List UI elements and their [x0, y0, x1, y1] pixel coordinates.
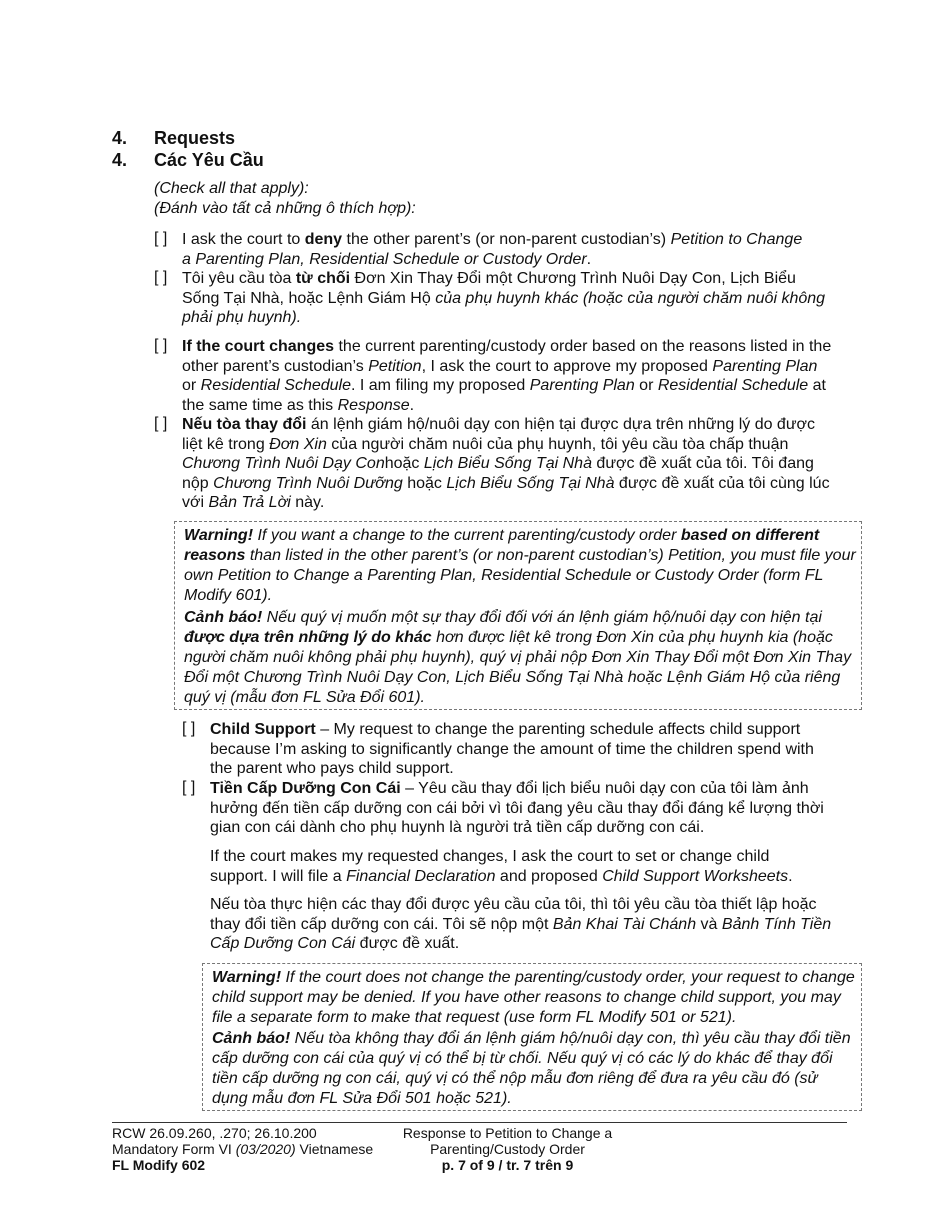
deny-option-vi: Tôi yêu cầu tòa từ chối Đơn Xin Thay Đổi một Chương Trình Nuôi Dạy Con, Lịch Biểu Sống Tại Nhà, hoặc Lệnh Giám Hộ của phụ huynh khác (hoặc của người chăm nuôi không phải phụ huynh).: [182, 270, 826, 327]
footer-rule: [112, 1122, 847, 1123]
section-title-vi: Các Yêu Cầu: [154, 150, 264, 170]
section-number: 4.: [112, 128, 128, 148]
footer-rcw: RCW 26.09.260, .270; 26.10.200: [112, 1125, 317, 1141]
child-support-vi: Tiền Cấp Dưỡng Con Cái – Yêu cầu thay đổi lịch biểu nuôi dạy con của tôi làm ảnh hưởng đến tiền cấp dưỡng con cái bởi vì tôi đang yêu cầu thay đổi đáng kể lượng thời gian con cái dành cho phụ huynh là người trả tiền cấp dưỡng con cái.: [210, 780, 824, 837]
warning-box-change: [174, 521, 862, 710]
footer-form: Mandatory Form VI (03/2020) Vietnamese: [112, 1141, 374, 1157]
child-support-follow-vi: Nếu tòa thực hiện các thay đổi được yêu cầu của tôi, thì tôi yêu cầu tòa thiết lập hoặc thay đổi tiền cấp dưỡng con cái. Tôi sẽ nộp một Bản Khai Tài Chánh và Bảnh Tính Tiền Cấp Dưỡng Con Cái được đề xuất.: [210, 896, 832, 953]
footer-form-code: FL Modify 602: [112, 1157, 206, 1173]
child-support-en: Child Support – My request to change the parenting schedule affects child support because I’m asking to significantly change the amount of time the children spend with the parent who pays child support.: [210, 721, 814, 778]
section-number-vi: 4.: [112, 150, 128, 170]
child-support-follow-en: If the court makes my requested changes, I ask the court to set or change child support. I will file a Financial Declaration and proposed Child Support Worksheets.: [210, 848, 793, 885]
change-checkbox[interactable]: [ ]: [154, 337, 168, 354]
deny-checkbox-vi[interactable]: [ ]: [154, 269, 168, 286]
warning-child-support-vi: Cảnh báo! Nếu tòa không thay đổi án lệnh giám hộ/nuôi dạy con, thì yêu cầu thay đổi tiền cấp dưỡng con cái của quý vị có thể bị từ chối. Nếu quý vị có các lý do khác để thay đổi tiền cấp dưỡng ng con cái, quý vị có thể nộp mẫu đơn riêng để đưa ra yêu cầu đó (sử dụng mẫu đơn FL Sửa Đổi 501 hoặc 521).: [212, 1030, 851, 1107]
deny-checkbox[interactable]: [ ]: [154, 230, 168, 247]
footer-page: p. 7 of 9 / tr. 7 trên 9: [441, 1157, 574, 1173]
footer-left: [112, 1125, 373, 1173]
warning-change-en: Warning! If you want a change to the current parenting/custody order based on different reasons than listed in the other parent’s (or non-parent custodian’s) Petition, you must file your own Petition to Change a Parenting Plan, Residential Schedule or Custody Order (form FL Modify 601).: [184, 527, 856, 604]
deny-option-en: I ask the court to deny the other parent’s (or non-parent custodian’s) Petition to Change a Parenting Plan, Residential Schedule or Custody Order.: [182, 231, 803, 268]
instruction-vi: (Đánh vào tất cả những ô thích hợp):: [154, 200, 416, 217]
footer-title-line2: Parenting/Custody Order: [430, 1141, 585, 1157]
child-support-checkbox-vi[interactable]: [ ]: [182, 779, 196, 796]
footer-center: [380, 1125, 635, 1173]
child-support-checkbox[interactable]: [ ]: [182, 720, 196, 737]
instruction-en: (Check all that apply):: [154, 180, 309, 197]
change-option-vi: Nếu tòa thay đổi án lệnh giám hộ/nuôi dạy con hiện tại được dựa trên những lý do được liệt kê trong Đơn Xin của người chăm nuôi của phụ huynh, tôi yêu cầu tòa chấp thuận Chương Trình Nuôi Dạy Conhoặc Lịch Biểu Sống Tại Nhà được đề xuất của tôi. Tôi đang nộp Chương Trình Nuôi Dưỡng hoặc Lịch Biểu Sống Tại Nhà được đề xuất của tôi cùng lúc với Bản Trả Lời này.: [182, 416, 830, 512]
change-checkbox-vi[interactable]: [ ]: [154, 415, 168, 432]
section-title-en: Requests: [154, 128, 236, 148]
warning-change-vi: Cảnh báo! Nếu quý vị muốn một sự thay đổi đối với án lệnh giám hộ/nuôi dạy con hiện tại được dựa trên những lý do khác hơn được liệt kê trong Đơn Xin của phụ huynh kia (hoặc người chăm nuôi không phải phụ huynh), quý vị phải nộp Đơn Xin Thay Đổi một Đơn Xin Thay Đổi một Chương Trình Nuôi Dạy Con, Lịch Biểu Sống Tại Nhà hoặc Lệnh Giám Hộ của riêng quý vị (mẫu đơn FL Sửa Đổi 601).: [184, 609, 852, 706]
change-option-en: If the court changes the current parenting/custody order based on the reasons listed in the other parent’s custodian’s Petition, I ask the court to approve my proposed Parenting Plan or Residential Schedule. I am filing my proposed Parenting Plan or Residential Schedule at the same time as this Response.: [182, 338, 832, 414]
warning-box-child-support: [202, 963, 862, 1111]
footer-title-line1: Response to Petition to Change a: [402, 1125, 613, 1141]
warning-child-support-en: Warning! If the court does not change the parenting/custody order, your request to change child support may be denied. If you have other reasons to change child support, you may file a separate form to make that request (use form FL Modify 501 or 521).: [212, 969, 855, 1026]
